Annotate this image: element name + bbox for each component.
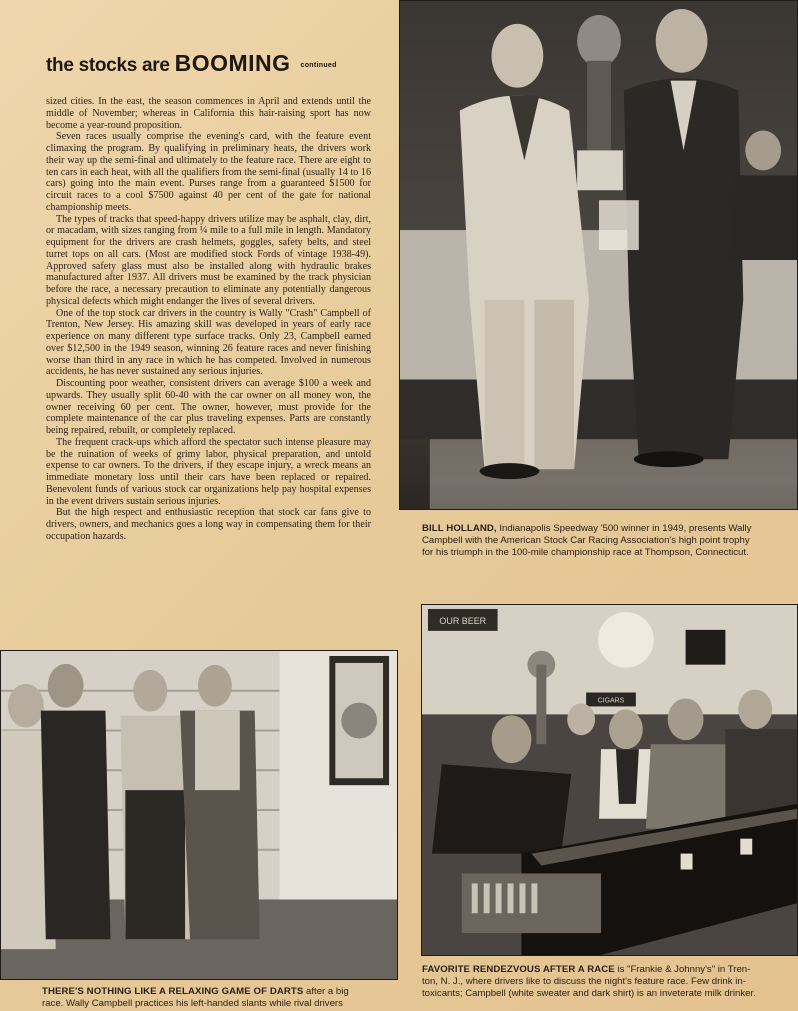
paragraph: sized cities. In the east, the season commences in April and extends until the middle of November; whereas in California this hair-raising sport has now become a year-round proposition.	[46, 96, 371, 131]
caption-text: Indianapolis Speedway '500 winner in 1949, presents Wally	[496, 523, 752, 534]
paragraph: Discounting poor weather, consistent drivers can average $100 a week and upwards. They usually split 60-40 with the car owner on all money won, the owner receiving 60 per cent. The owner, however, must provide for the complete maintenance of the car plus traveling expenses. Parts are constantly being repaired, rebuilt, or completely replaced.	[46, 378, 371, 436]
caption-text: after a big	[303, 986, 349, 997]
paragraph: The types of tracks that speed-happy drivers utilize may be asphalt, clay, dirt, or macadam, with sizes ranging from ¼ mile to a full mile in length. Mandatory equipment for the drivers are crash helmets, goggles, safety belts, and steel turret tops on all cars. (Most are modified stock Fords of vintage 1938-49). Approved safety glass must also be installed along with hydraulic brakes manufactured after 1937. All drivers must be examined by the track physician before the race, a necessary precaution to eliminate any potentially dangerous physical defects which might endanger the lives of several drivers.	[46, 213, 371, 307]
article-body	[46, 96, 371, 543]
caption-lead: THERE'S NOTHING LIKE A RELAXING GAME OF DARTS	[42, 986, 304, 997]
caption-text: race. Wally Campbell practices his left-handed slants while rival drivers	[42, 998, 343, 1009]
continued-label: continued	[300, 62, 337, 70]
article-headline	[46, 50, 337, 77]
caption-text: for his triumph in the 100-mile championship race at Thompson, Connecticut.	[422, 547, 749, 558]
cigars-sign-text: CIGARS	[597, 697, 625, 705]
paragraph: But the high respect and enthusiastic reception that stock car fans give to drivers, owners, and mechanics goes a long way in compensating them for their occupation hazards.	[46, 507, 371, 542]
bar-rendezvous-photo	[421, 604, 798, 956]
paragraph: One of the top stock car drivers in the country is Wally "Crash" Campbell of Trenton, New Jersey. His amazing skill was developed in years of early race experience on many different type surface tracks. Only 23, Campbell earned over $12,500 in the 1949 season, winning 26 feature races and never finishing worse than third in any race in which he has competed. Involved in numerous accidents, he has never sustained any serious injuries.	[46, 307, 371, 378]
caption-text: toxicants; Campbell (white sweater and dark shirt) is an inveterate milk drinker.	[422, 988, 756, 999]
trophy-presentation-photo	[399, 0, 798, 510]
headline-prefix: the stocks are	[46, 55, 175, 76]
darts-photo-illustration	[1, 651, 397, 979]
paragraph: The frequent crack-ups which afford the spectator such intense pleasure may be the ruination of weeks of grimy labor, physical preparation, and untold expense to car owners. To the drivers, if they escape injury, a wreck means an immediate monetary loss until their cars have been replaced or repaired. Benevolent funds of various stock car organizations help pay hospital expenses in the event drivers sustain serious injuries.	[46, 436, 371, 507]
caption-lead: FAVORITE RENDEZVOUS AFTER A RACE	[422, 964, 615, 975]
bar-photo-caption	[422, 964, 798, 1000]
trophy-photo-illustration	[400, 1, 797, 509]
bar-photo-illustration	[422, 605, 797, 955]
trophy-photo-caption	[422, 523, 798, 559]
caption-text: is "Frankie & Johnny's" in Tren-	[614, 964, 751, 975]
paragraph: Seven races usually comprise the evening's card, with the feature event climaxing the program. By qualifying in preliminary heats, the drivers work their way up the semi-final and ultimately to the feature race. There are eight to ten cars in each heat, with all the qualifiers from the semi-final (usually 14 to 16 cars) going into the main event. Purses range from a guaranteed $1500 for circuit races to a cool $7500 against 40 per cent of the gate for national championship meets.	[46, 131, 371, 213]
darts-game-photo	[0, 650, 398, 980]
caption-text: Campbell with the American Stock Car Racing Association's high point trophy	[422, 535, 750, 546]
bar-sign-text: OUR BEER	[439, 615, 487, 626]
headline-emphasis: BOOMING	[174, 50, 291, 76]
darts-photo-caption	[42, 986, 404, 1010]
caption-lead: BILL HOLLAND,	[422, 523, 497, 534]
caption-text: ton, N. J., where drivers like to discuss the night's feature race. Few drink in-	[422, 976, 746, 987]
